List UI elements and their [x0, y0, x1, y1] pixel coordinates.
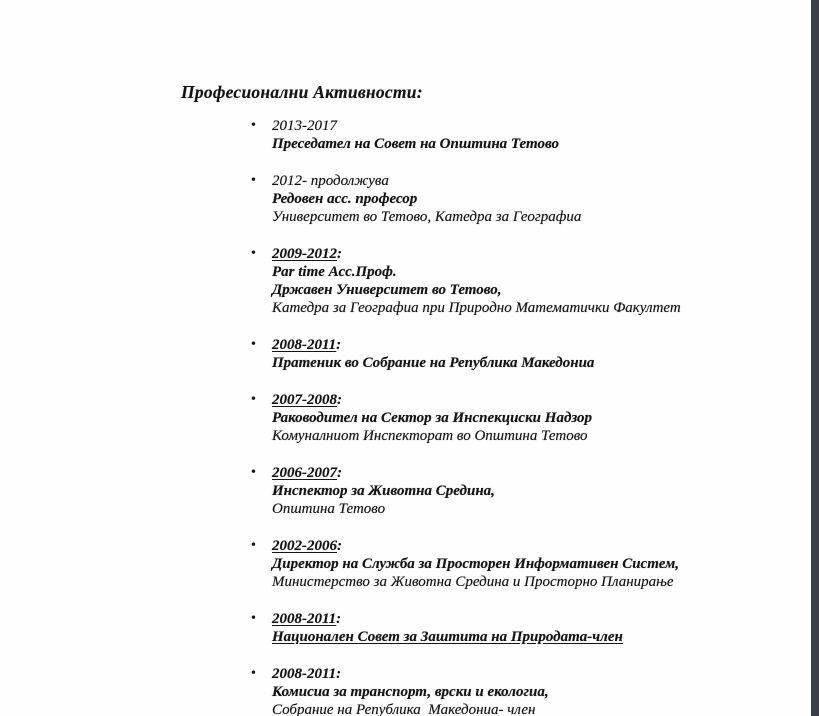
bullet-icon: •: [251, 666, 256, 681]
item-text-line: Инспектор за Животна Средина,: [272, 483, 495, 499]
item-body: [272, 537, 791, 591]
bullet-icon: •: [251, 538, 256, 553]
item-text-line: Пратеник во Собрание на Република Македониа: [272, 355, 595, 371]
item-body: [272, 665, 791, 716]
item-body: [272, 610, 791, 646]
item-text-line: Par time Асс.Проф.: [272, 264, 397, 280]
item-date-line: [272, 172, 791, 190]
list-item: [251, 245, 791, 317]
item-date-suffix: :: [337, 538, 342, 554]
bullet-icon: •: [251, 118, 256, 133]
item-date-line: [272, 610, 791, 628]
item-date-suffix: :: [337, 246, 342, 262]
item-date-suffix: :: [336, 611, 342, 627]
item-date-suffix: :: [336, 337, 342, 353]
item-text-line: Државен Университет во Тетово,: [272, 282, 502, 298]
item-date-line: [272, 464, 791, 482]
bullet-icon: •: [251, 611, 256, 626]
item-date-suffix: :: [337, 392, 342, 408]
item-date-suffix: :: [336, 666, 342, 682]
item-text-line: Собрание на Република Македониа- член: [272, 702, 536, 716]
item-body: [272, 172, 791, 226]
bullet-icon: •: [251, 337, 256, 352]
item-date-line: [272, 391, 791, 409]
item-date-line: [272, 245, 791, 263]
item-date: 2008-2011: [272, 666, 337, 682]
list-item: [251, 117, 791, 153]
item-date: 2009-2012: [272, 246, 337, 262]
item-text-line: Университет во Тетово, Катедра за Географиа: [272, 209, 582, 225]
item-text-line: Преседател на Совет на Општина Тетово: [272, 136, 559, 152]
item-body: [272, 391, 791, 445]
item-date-suffix: :: [337, 465, 342, 481]
item-text-line: Раководител на Сектор за Инспекциски Надзор: [272, 410, 593, 426]
list-item: [251, 610, 791, 646]
bullet-icon: •: [251, 246, 256, 261]
item-body: [272, 245, 791, 317]
list-item: [251, 172, 791, 226]
section-heading: Професионални Активности:: [181, 82, 423, 102]
item-date: 2008-2011: [272, 611, 337, 627]
item-date: 2013-2017: [272, 118, 337, 134]
item-date-line: [272, 336, 791, 354]
item-date-line: [272, 537, 791, 555]
item-date: 2002-2006: [272, 538, 337, 554]
list-item: [251, 391, 791, 445]
item-date: 2007-2008: [272, 392, 337, 408]
item-date-line: [272, 117, 791, 135]
scan-edge-strip: [811, 0, 819, 716]
item-date-line: [272, 665, 791, 683]
item-text-line: Општина Тетово: [272, 501, 386, 517]
list-item: [251, 464, 791, 518]
activities-list: [251, 117, 791, 716]
item-date: 2008-2011: [272, 337, 337, 353]
item-date: 2012- продолжува: [272, 173, 389, 189]
bullet-icon: •: [251, 465, 256, 480]
item-text-line: Комуналниот Инспекторат во Општина Тетово: [272, 428, 588, 444]
item-body: [272, 464, 791, 518]
item-text-line: Катедра за Географиа при Природно Математички Факултет: [272, 300, 681, 316]
item-text-line: Министерство за Животна Средина и Просторно Планирање: [272, 574, 674, 590]
item-text-line: Директор на Служба за Просторен Информативен Систем,: [272, 556, 679, 572]
list-item: [251, 537, 791, 591]
item-body: [272, 117, 791, 153]
cv-section-professional-activities: [181, 82, 791, 716]
bullet-icon: •: [251, 173, 256, 188]
item-text-line: Редовен асс. професор: [272, 191, 418, 207]
item-text-line: Национален Совет за Заштита на Природата-член: [272, 629, 623, 645]
list-item: [251, 665, 791, 716]
item-date: 2006-2007: [272, 465, 337, 481]
item-text-line: Комисиа за транспорт, врски и екологиа,: [272, 684, 549, 700]
list-item: [251, 336, 791, 372]
bullet-icon: •: [251, 392, 256, 407]
item-body: [272, 336, 791, 372]
